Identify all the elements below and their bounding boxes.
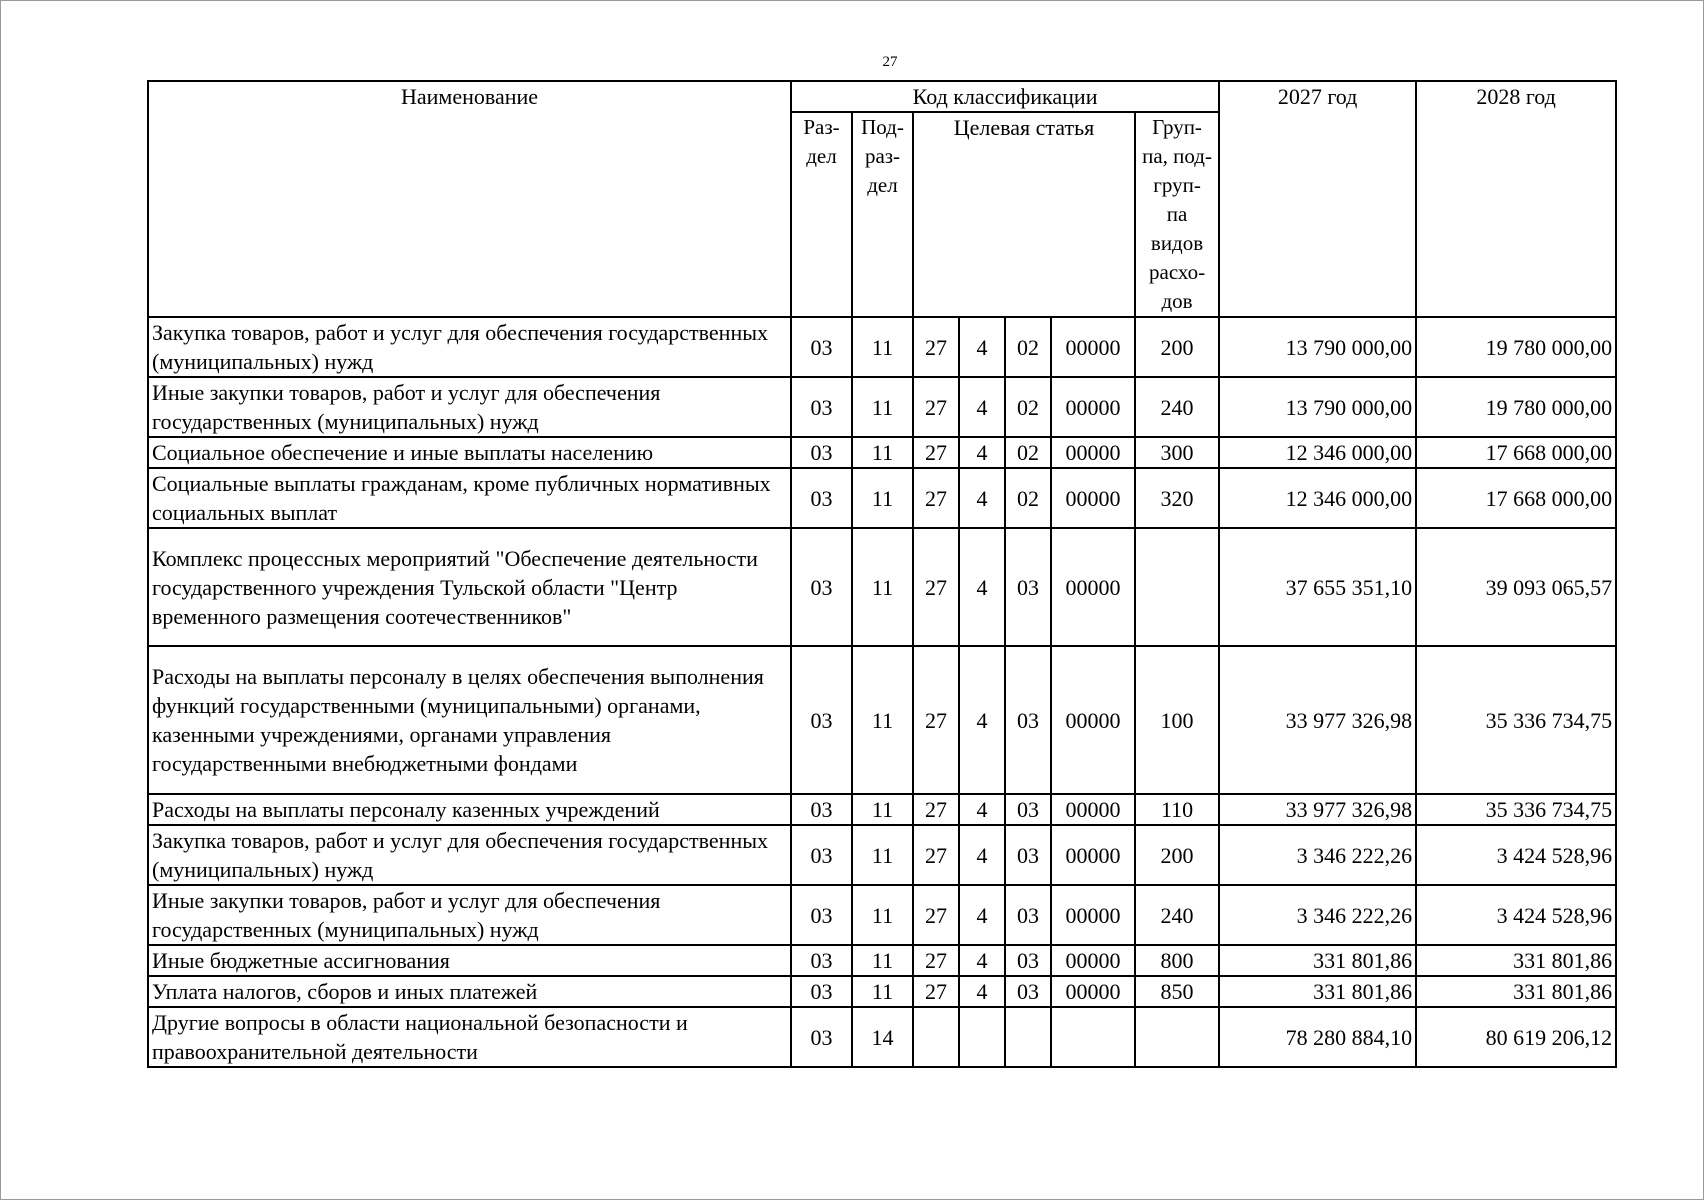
row-amount-2027: 37 655 351,10 xyxy=(1219,528,1416,646)
page-number: 27 xyxy=(882,54,898,70)
row-target-direction xyxy=(1051,1007,1135,1067)
row-razdel: 03 xyxy=(791,825,852,885)
header-year-2028: 2028 год xyxy=(1416,81,1616,317)
row-expense-type: 100 xyxy=(1135,646,1219,794)
row-target-program: 27 xyxy=(913,825,959,885)
row-target-program: 27 xyxy=(913,945,959,976)
row-name: Другие вопросы в области национальной безопасности и правоохранительной деятельности xyxy=(148,1007,791,1067)
row-expense-type: 850 xyxy=(1135,976,1219,1007)
row-target-element: 02 xyxy=(1005,317,1051,377)
row-expense-type: 300 xyxy=(1135,437,1219,468)
row-target-type: 4 xyxy=(959,468,1005,528)
row-amount-2027: 33 977 326,98 xyxy=(1219,646,1416,794)
row-razdel: 03 xyxy=(791,976,852,1007)
row-podrazdel: 11 xyxy=(852,794,913,825)
row-razdel: 03 xyxy=(791,317,852,377)
row-razdel: 03 xyxy=(791,885,852,945)
row-podrazdel: 11 xyxy=(852,976,913,1007)
row-target-element: 02 xyxy=(1005,468,1051,528)
table-row xyxy=(148,468,1616,528)
row-target-element: 03 xyxy=(1005,825,1051,885)
row-name: Расходы на выплаты персоналу казенных учреждений xyxy=(148,794,791,825)
row-target-element: 03 xyxy=(1005,976,1051,1007)
row-target-program: 27 xyxy=(913,794,959,825)
row-target-program: 27 xyxy=(913,377,959,437)
row-target-type: 4 xyxy=(959,794,1005,825)
row-amount-2027: 78 280 884,10 xyxy=(1219,1007,1416,1067)
header-row-1 xyxy=(148,81,1616,112)
row-expense-type: 240 xyxy=(1135,885,1219,945)
row-amount-2028: 35 336 734,75 xyxy=(1416,794,1616,825)
table-row xyxy=(148,945,1616,976)
row-amount-2028: 17 668 000,00 xyxy=(1416,468,1616,528)
row-amount-2027: 33 977 326,98 xyxy=(1219,794,1416,825)
row-target-direction: 00000 xyxy=(1051,646,1135,794)
row-amount-2028: 3 424 528,96 xyxy=(1416,825,1616,885)
row-target-type: 4 xyxy=(959,437,1005,468)
row-target-type: 4 xyxy=(959,317,1005,377)
row-amount-2027: 12 346 000,00 xyxy=(1219,468,1416,528)
row-podrazdel: 11 xyxy=(852,528,913,646)
table-row xyxy=(148,885,1616,945)
row-expense-type: 240 xyxy=(1135,377,1219,437)
row-name: Комплекс процессных мероприятий "Обеспечение деятельности государственного учреждения Тульской области "Центр временного размещения соотечественников" xyxy=(148,528,791,646)
row-amount-2028: 80 619 206,12 xyxy=(1416,1007,1616,1067)
row-expense-type: 110 xyxy=(1135,794,1219,825)
row-podrazdel: 11 xyxy=(852,646,913,794)
row-podrazdel: 14 xyxy=(852,1007,913,1067)
row-target-direction: 00000 xyxy=(1051,794,1135,825)
row-expense-type: 800 xyxy=(1135,945,1219,976)
row-razdel: 03 xyxy=(791,646,852,794)
table-row xyxy=(148,825,1616,885)
row-target-element: 03 xyxy=(1005,885,1051,945)
row-podrazdel: 11 xyxy=(852,377,913,437)
row-razdel: 03 xyxy=(791,437,852,468)
table-row xyxy=(148,794,1616,825)
row-target-program: 27 xyxy=(913,317,959,377)
row-expense-type: 320 xyxy=(1135,468,1219,528)
row-amount-2028: 35 336 734,75 xyxy=(1416,646,1616,794)
row-target-element: 03 xyxy=(1005,945,1051,976)
table-row xyxy=(148,437,1616,468)
row-expense-type xyxy=(1135,1007,1219,1067)
row-amount-2028: 3 424 528,96 xyxy=(1416,885,1616,945)
row-name: Иные закупки товаров, работ и услуг для обеспечения государственных (муниципальных) нужд xyxy=(148,377,791,437)
row-target-direction: 00000 xyxy=(1051,945,1135,976)
budget-table xyxy=(147,80,1617,1068)
row-amount-2027: 13 790 000,00 xyxy=(1219,377,1416,437)
table-row xyxy=(148,646,1616,794)
row-amount-2027: 331 801,86 xyxy=(1219,976,1416,1007)
row-amount-2027: 3 346 222,26 xyxy=(1219,885,1416,945)
header-target-article: Целевая статья xyxy=(913,112,1135,317)
row-target-element: 03 xyxy=(1005,646,1051,794)
row-target-type: 4 xyxy=(959,945,1005,976)
row-target-program: 27 xyxy=(913,885,959,945)
row-target-program: 27 xyxy=(913,528,959,646)
row-podrazdel: 11 xyxy=(852,825,913,885)
table-row xyxy=(148,377,1616,437)
table-row xyxy=(148,1007,1616,1067)
table-body xyxy=(148,317,1616,1067)
table-row xyxy=(148,528,1616,646)
header-name: Наименование xyxy=(148,81,791,317)
row-target-element: 03 xyxy=(1005,794,1051,825)
row-amount-2028: 19 780 000,00 xyxy=(1416,317,1616,377)
row-razdel: 03 xyxy=(791,528,852,646)
row-amount-2028: 39 093 065,57 xyxy=(1416,528,1616,646)
row-razdel: 03 xyxy=(791,377,852,437)
row-target-program: 27 xyxy=(913,976,959,1007)
row-target-type: 4 xyxy=(959,976,1005,1007)
row-target-type: 4 xyxy=(959,825,1005,885)
row-target-program: 27 xyxy=(913,468,959,528)
row-name: Закупка товаров, работ и услуг для обеспечения государственных (муниципальных) нужд xyxy=(148,317,791,377)
row-target-element: 02 xyxy=(1005,437,1051,468)
row-target-element: 02 xyxy=(1005,377,1051,437)
row-podrazdel: 11 xyxy=(852,885,913,945)
row-amount-2027: 13 790 000,00 xyxy=(1219,317,1416,377)
row-amount-2027: 3 346 222,26 xyxy=(1219,825,1416,885)
row-target-direction: 00000 xyxy=(1051,468,1135,528)
row-amount-2028: 17 668 000,00 xyxy=(1416,437,1616,468)
row-target-type xyxy=(959,1007,1005,1067)
row-target-type: 4 xyxy=(959,885,1005,945)
row-target-direction: 00000 xyxy=(1051,825,1135,885)
row-target-program xyxy=(913,1007,959,1067)
row-name: Социальное обеспечение и иные выплаты населению xyxy=(148,437,791,468)
row-target-program: 27 xyxy=(913,646,959,794)
row-amount-2028: 19 780 000,00 xyxy=(1416,377,1616,437)
row-name: Закупка товаров, работ и услуг для обеспечения государственных (муниципальных) нужд xyxy=(148,825,791,885)
row-razdel: 03 xyxy=(791,794,852,825)
row-target-element xyxy=(1005,1007,1051,1067)
row-expense-type xyxy=(1135,528,1219,646)
header-year-2027: 2027 год xyxy=(1219,81,1416,317)
row-target-direction: 00000 xyxy=(1051,437,1135,468)
row-target-direction: 00000 xyxy=(1051,528,1135,646)
row-target-direction: 00000 xyxy=(1051,885,1135,945)
row-target-type: 4 xyxy=(959,528,1005,646)
row-name: Иные бюджетные ассигнования xyxy=(148,945,791,976)
row-target-type: 4 xyxy=(959,646,1005,794)
table-row xyxy=(148,317,1616,377)
row-expense-type: 200 xyxy=(1135,825,1219,885)
row-target-type: 4 xyxy=(959,377,1005,437)
header-razdel: Раз- дел xyxy=(791,112,852,317)
row-target-direction: 00000 xyxy=(1051,317,1135,377)
row-razdel: 03 xyxy=(791,1007,852,1067)
row-razdel: 03 xyxy=(791,468,852,528)
header-code-classification: Код классификации xyxy=(791,81,1219,112)
row-amount-2027: 331 801,86 xyxy=(1219,945,1416,976)
row-podrazdel: 11 xyxy=(852,468,913,528)
row-target-direction: 00000 xyxy=(1051,976,1135,1007)
row-amount-2028: 331 801,86 xyxy=(1416,945,1616,976)
row-podrazdel: 11 xyxy=(852,437,913,468)
row-name: Социальные выплаты гражданам, кроме публичных нормативных социальных выплат xyxy=(148,468,791,528)
row-razdel: 03 xyxy=(791,945,852,976)
row-name: Расходы на выплаты персоналу в целях обеспечения выполнения функций государственными (муниципальными) органами, казенными учреждениями, органами управления государственными внебюджетными фондами xyxy=(148,646,791,794)
table-row xyxy=(148,976,1616,1007)
header-podrazdel: Под- раз- дел xyxy=(852,112,913,317)
row-target-program: 27 xyxy=(913,437,959,468)
row-target-direction: 00000 xyxy=(1051,377,1135,437)
header-expense-group: Груп- па, под- груп- па видов расхо- дов xyxy=(1135,112,1219,317)
row-amount-2027: 12 346 000,00 xyxy=(1219,437,1416,468)
row-podrazdel: 11 xyxy=(852,945,913,976)
row-expense-type: 200 xyxy=(1135,317,1219,377)
row-name: Иные закупки товаров, работ и услуг для обеспечения государственных (муниципальных) нужд xyxy=(148,885,791,945)
row-target-element: 03 xyxy=(1005,528,1051,646)
row-podrazdel: 11 xyxy=(852,317,913,377)
row-amount-2028: 331 801,86 xyxy=(1416,976,1616,1007)
row-name: Уплата налогов, сборов и иных платежей xyxy=(148,976,791,1007)
